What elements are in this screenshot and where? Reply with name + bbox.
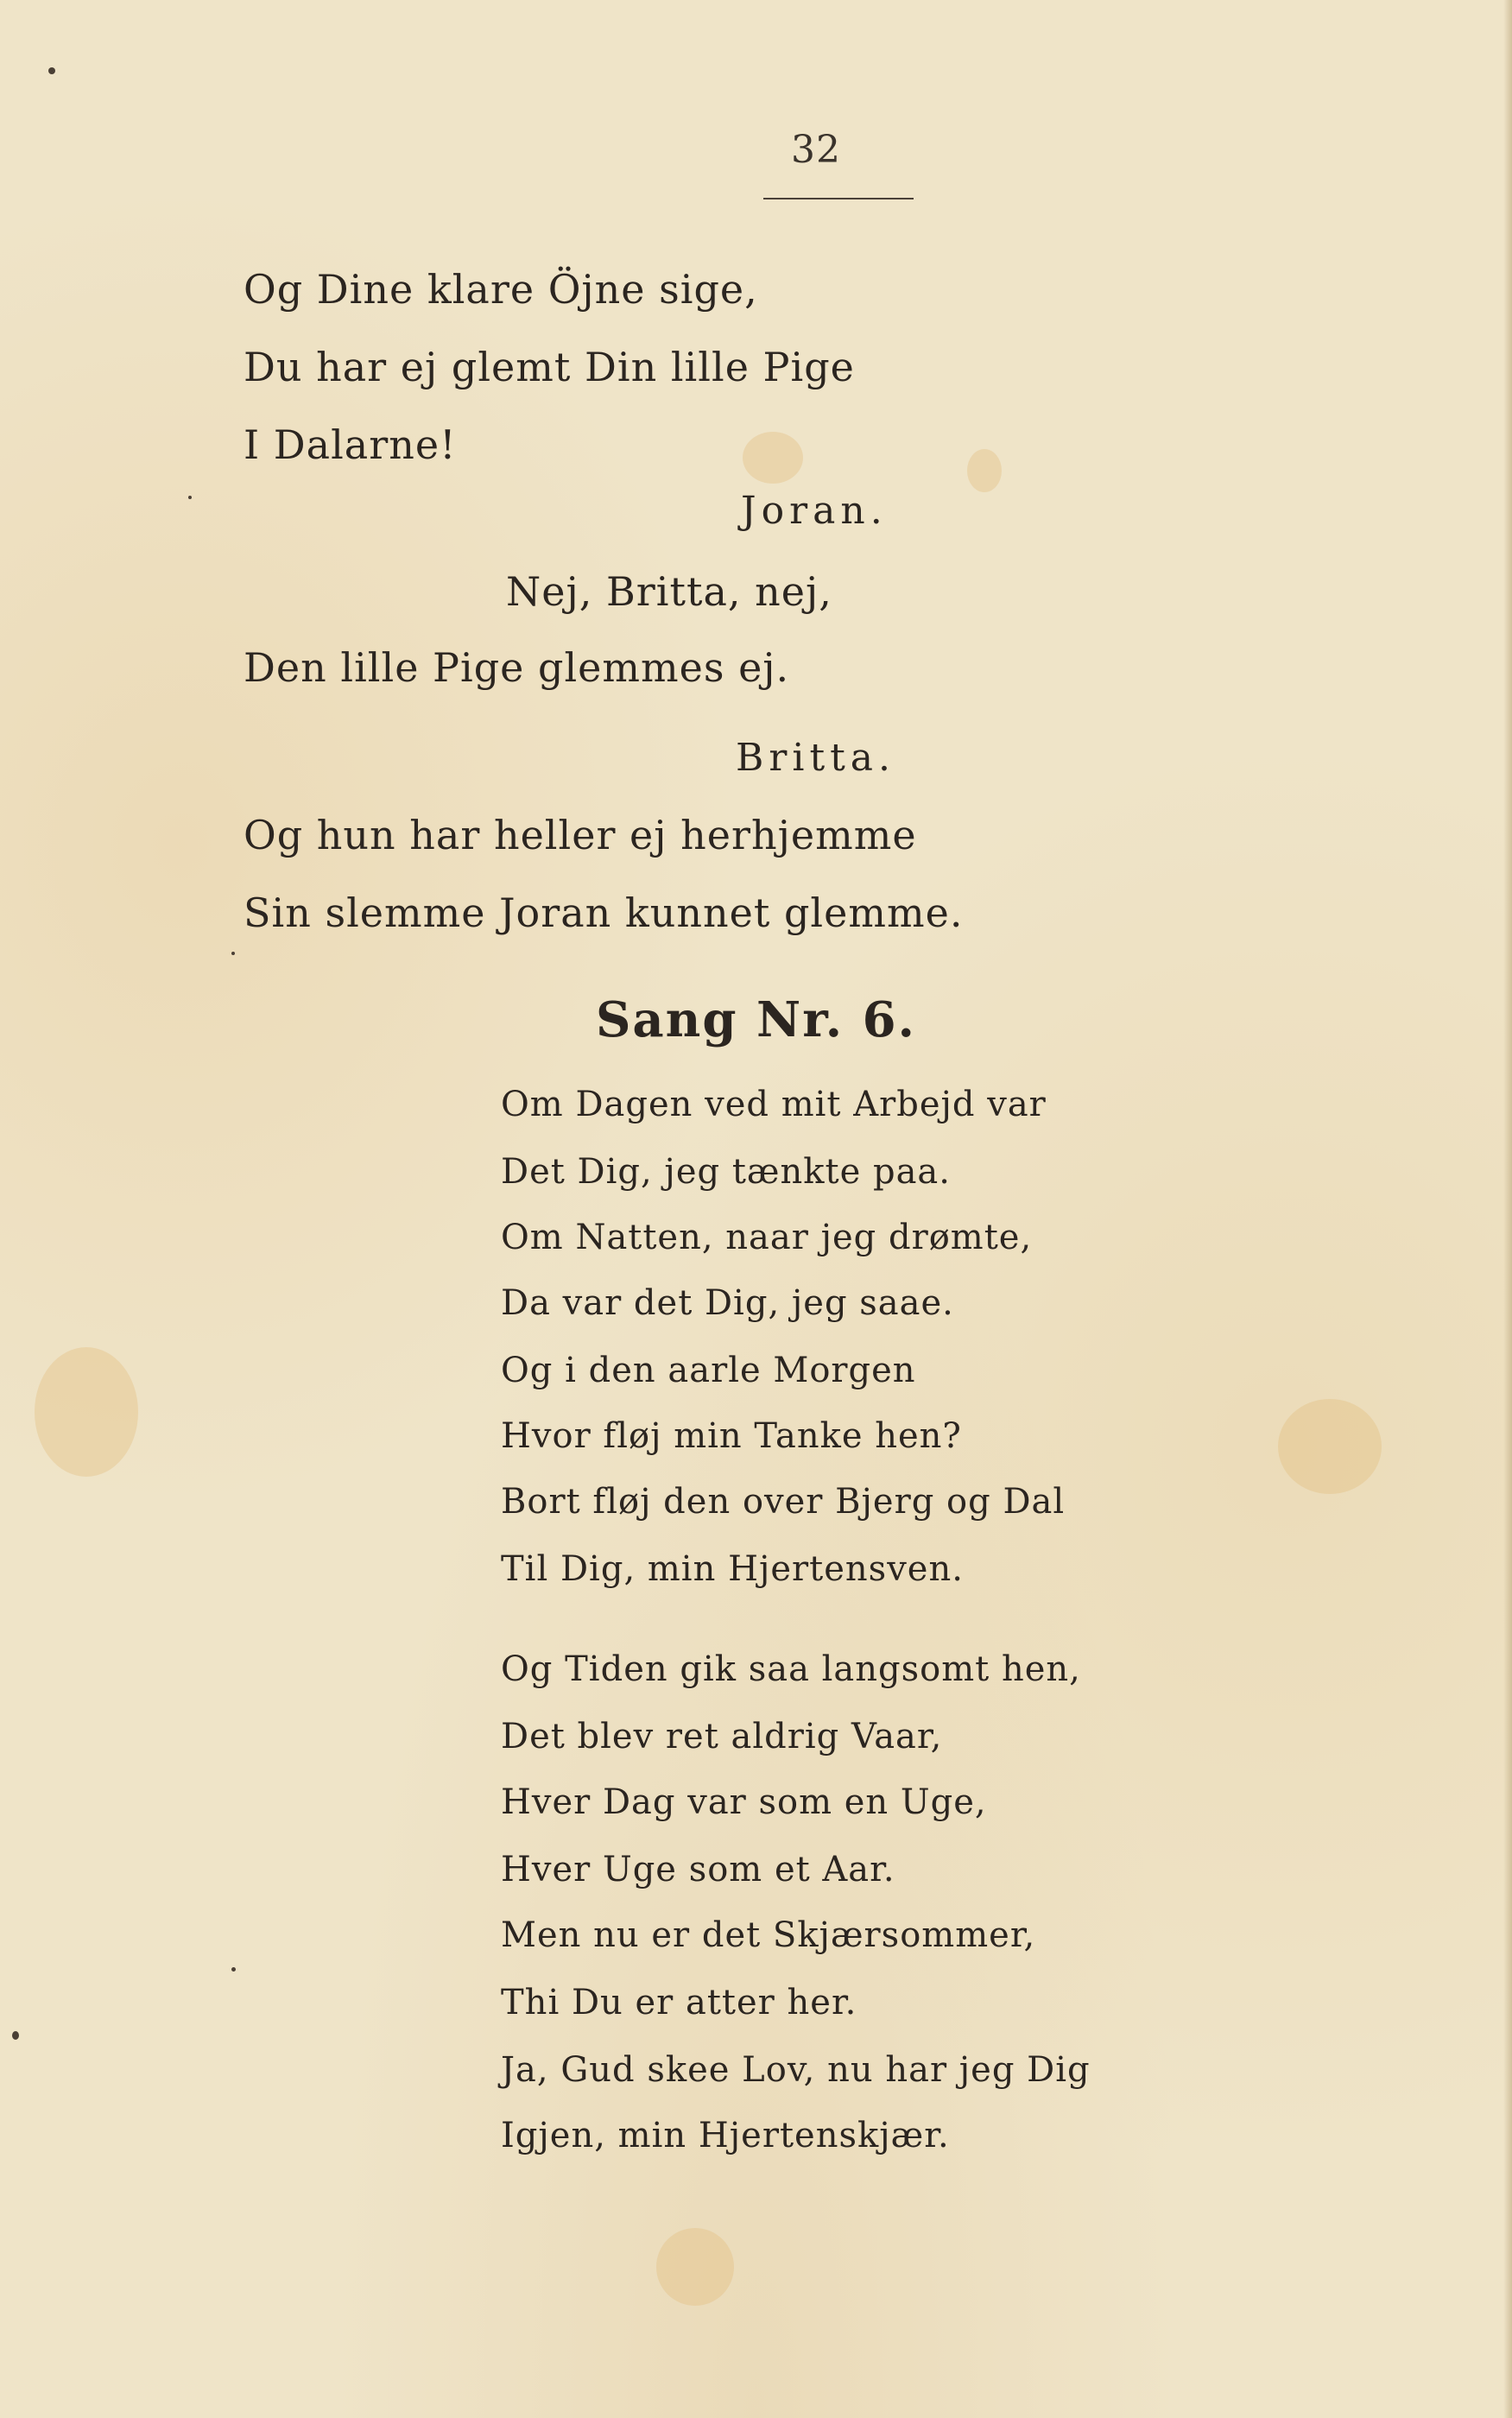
song-line: Hver Dag var som en Uge, (501, 1782, 987, 1822)
ink-speck (231, 952, 235, 955)
ink-speck (12, 2031, 19, 2040)
page-edge-shadow (1503, 0, 1512, 2418)
ink-speck (231, 1967, 236, 1972)
song-line: Det Dig, jeg tænkte paa. (501, 1152, 951, 1192)
song-line: Til Dig, min Hjertensven. (501, 1549, 964, 1589)
verse-line: Den lille Pige glemmes ej. (244, 644, 790, 691)
paper-stain (743, 432, 803, 484)
ink-speck (188, 496, 192, 499)
song-line: Det blev ret aldrig Vaar, (501, 1717, 943, 1757)
song-line: Hver Uge som et Aar. (501, 1850, 895, 1889)
song-line: Bort fløj den over Bjerg og Dal (501, 1482, 1066, 1522)
speaker-name: Britta. (736, 736, 896, 780)
song-line: Om Natten, naar jeg drømte, (501, 1218, 1033, 1257)
song-line: Hvor fløj min Tanke hen? (501, 1416, 962, 1456)
paper-stain (1278, 1399, 1382, 1494)
song-heading: Sang Nr. 6. (595, 991, 917, 1048)
song-line: Da var det Dig, jeg saae. (501, 1283, 954, 1323)
paper-stain (967, 449, 1002, 492)
verse-line: I Dalarne! (244, 421, 457, 468)
song-line: Og i den aarle Morgen (501, 1351, 916, 1390)
verse-line: Sin slemme Joran kunnet glemme. (244, 889, 964, 936)
song-line: Men nu er det Skjærsommer, (501, 1915, 1036, 1955)
speaker-name: Joran. (741, 489, 888, 533)
page-number: 32 (791, 128, 841, 172)
verse-line: Og Dine klare Öjne sige, (244, 266, 758, 313)
ink-speck (48, 67, 55, 74)
header-rule (763, 198, 914, 199)
song-line: Ja, Gud skee Lov, nu har jeg Dig (501, 2050, 1091, 2090)
song-line: Igjen, min Hjertenskjær. (501, 2116, 950, 2155)
song-line: Thi Du er atter her. (501, 1983, 857, 2022)
verse-line: Nej, Britta, nej, (506, 568, 832, 615)
verse-line: Og hun har heller ej herhjemme (244, 812, 917, 858)
song-line: Om Dagen ved mit Arbejd var (501, 1085, 1047, 1124)
verse-line: Du har ej glemt Din lille Pige (244, 344, 855, 390)
song-line: Og Tiden gik saa langsomt hen, (501, 1649, 1081, 1689)
paper-stain (656, 2228, 734, 2306)
paper-stain (35, 1347, 138, 1477)
